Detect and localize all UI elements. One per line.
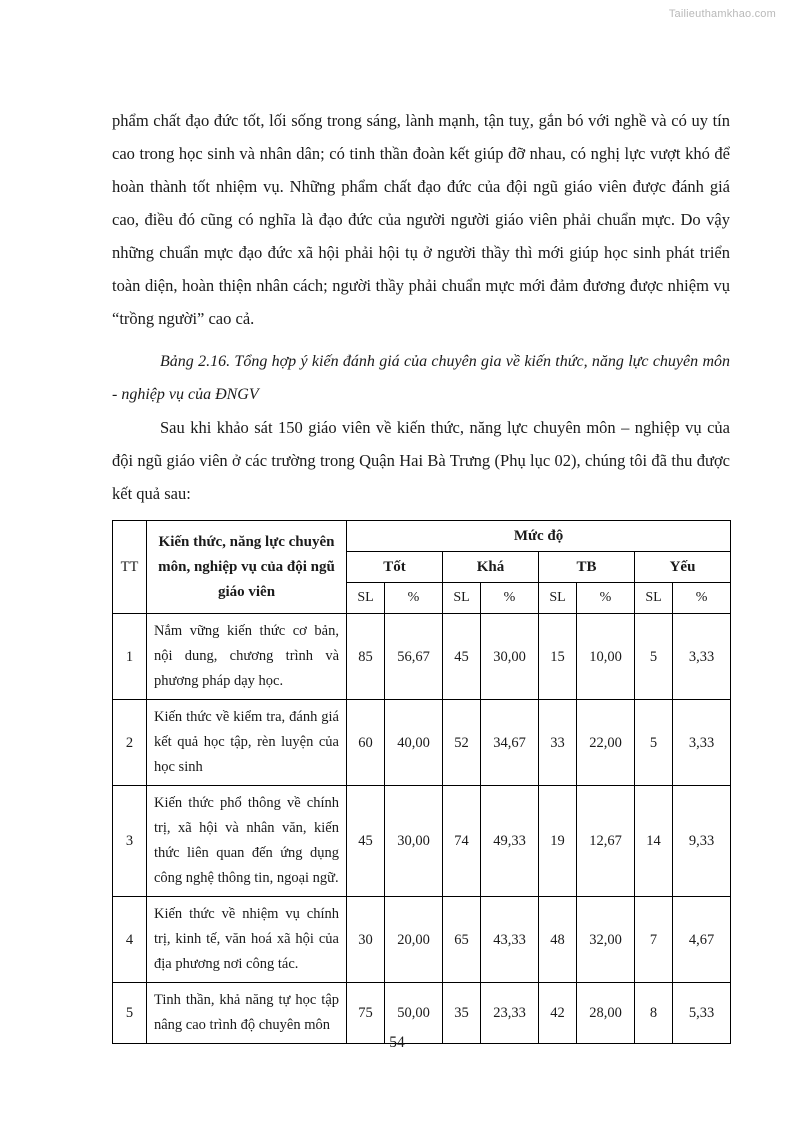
survey-table — [112, 520, 731, 1044]
cell-value: 5 — [635, 700, 673, 786]
cell-value: 50,00 — [385, 983, 443, 1044]
cell-value: 7 — [635, 897, 673, 983]
cell-value: 56,67 — [385, 614, 443, 700]
header-criteria: Kiến thức, năng lực chuyên môn, nghiệp vụ của đội ngũ giáo viên — [147, 521, 347, 614]
cell-criteria: Kiến thức về nhiệm vụ chính trị, kinh tế, văn hoá xã hội của địa phương nơi công tác. — [147, 897, 347, 983]
cell-value: 9,33 — [673, 786, 731, 897]
cell-value: 3,33 — [673, 700, 731, 786]
cell-criteria: Kiến thức phổ thông về chính trị, xã hội và nhân văn, kiến thức liên quan đến ứng dụng công nghệ thông tin, ngoại ngữ. — [147, 786, 347, 897]
cell-tt: 4 — [113, 897, 147, 983]
cell-value: 42 — [539, 983, 577, 1044]
header-sub-sl-1: SL — [347, 583, 385, 614]
cell-value: 34,67 — [481, 700, 539, 786]
cell-value: 85 — [347, 614, 385, 700]
table-header-row-1 — [113, 521, 731, 552]
header-sub-pct-2: % — [481, 583, 539, 614]
cell-tt: 3 — [113, 786, 147, 897]
cell-value: 65 — [443, 897, 481, 983]
cell-value: 22,00 — [577, 700, 635, 786]
cell-criteria: Tinh thần, khả năng tự học tập nâng cao trình độ chuyên môn — [147, 983, 347, 1044]
cell-value: 45 — [443, 614, 481, 700]
cell-value: 28,00 — [577, 983, 635, 1044]
cell-value: 48 — [539, 897, 577, 983]
header-level-kha: Khá — [443, 552, 539, 583]
cell-tt: 1 — [113, 614, 147, 700]
header-sub-pct-4: % — [673, 583, 731, 614]
cell-tt: 5 — [113, 983, 147, 1044]
table-row — [113, 786, 731, 897]
cell-value: 33 — [539, 700, 577, 786]
cell-value: 74 — [443, 786, 481, 897]
cell-value: 5 — [635, 614, 673, 700]
cell-value: 12,67 — [577, 786, 635, 897]
cell-value: 4,67 — [673, 897, 731, 983]
page-number: 54 — [389, 1034, 405, 1051]
cell-value: 23,33 — [481, 983, 539, 1044]
header-level-tot: Tốt — [347, 552, 443, 583]
cell-value: 60 — [347, 700, 385, 786]
cell-value: 30,00 — [385, 786, 443, 897]
cell-value: 30 — [347, 897, 385, 983]
cell-value: 14 — [635, 786, 673, 897]
header-level-tb: TB — [539, 552, 635, 583]
cell-value: 43,33 — [481, 897, 539, 983]
header-sub-sl-2: SL — [443, 583, 481, 614]
cell-value: 52 — [443, 700, 481, 786]
paragraph-2: Sau khi khảo sát 150 giáo viên về kiến thức, năng lực chuyên môn – nghiệp vụ của đội ngũ giáo viên ở các trường trong Quận Hai Bà Trưng (Phụ lục 02), chúng tôi đã thu được kết quả sau: — [112, 418, 730, 503]
cell-criteria: Nắm vững kiến thức cơ bản, nội dung, chương trình và phương pháp dạy học. — [147, 614, 347, 700]
cell-value: 15 — [539, 614, 577, 700]
cell-value: 40,00 — [385, 700, 443, 786]
cell-value: 3,33 — [673, 614, 731, 700]
table-row — [113, 700, 731, 786]
watermark-text: Tailieuthamkhao.com — [668, 8, 776, 20]
cell-value: 20,00 — [385, 897, 443, 983]
cell-value: 5,33 — [673, 983, 731, 1044]
table-row — [113, 897, 731, 983]
cell-value: 32,00 — [577, 897, 635, 983]
page-content — [112, 104, 730, 1044]
header-level-group: Mức độ — [347, 521, 731, 552]
cell-value: 10,00 — [577, 614, 635, 700]
header-level-yeu: Yếu — [635, 552, 731, 583]
cell-value: 19 — [539, 786, 577, 897]
table-caption: Bảng 2.16. Tổng hợp ý kiến đánh giá của chuyên gia về kiến thức, năng lực chuyên môn - nghiệp vụ của ĐNGV — [112, 353, 730, 403]
cell-criteria: Kiến thức về kiểm tra, đánh giá kết quả học tập, rèn luyện của học sinh — [147, 700, 347, 786]
header-tt: TT — [113, 521, 147, 614]
cell-value: 35 — [443, 983, 481, 1044]
paragraph-1: phẩm chất đạo đức tốt, lối sống trong sáng, lành mạnh, tận tuỵ, gắn bó với nghề và có uy tín cao trong học sinh và nhân dân; có tinh thần đoàn kết giúp đỡ nhau, có nghị lực vượt khó để hoàn thành tốt nhiệm vụ. Những phẩm chất đạo đức của đội ngũ giáo viên được đánh giá cao, điều đó cũng có nghĩa là đạo đức của người người giáo viên phải chuẩn mực. Do vậy những chuẩn mực đạo đức xã hội phải hội tụ ở người thầy thì mới giúp học sinh phát triển toàn diện, hoàn thiện nhân cách; người thầy phải chuẩn mực mới đảm đương được nhiệm vụ “trồng người” cao cả. — [112, 111, 730, 328]
cell-tt: 2 — [113, 700, 147, 786]
header-sub-sl-4: SL — [635, 583, 673, 614]
cell-value: 49,33 — [481, 786, 539, 897]
header-sub-pct-1: % — [385, 583, 443, 614]
survey-table-wrapper — [112, 520, 730, 1044]
table-row — [113, 614, 731, 700]
header-sub-pct-3: % — [577, 583, 635, 614]
cell-value: 30,00 — [481, 614, 539, 700]
cell-value: 8 — [635, 983, 673, 1044]
cell-value: 75 — [347, 983, 385, 1044]
cell-value: 45 — [347, 786, 385, 897]
header-sub-sl-3: SL — [539, 583, 577, 614]
